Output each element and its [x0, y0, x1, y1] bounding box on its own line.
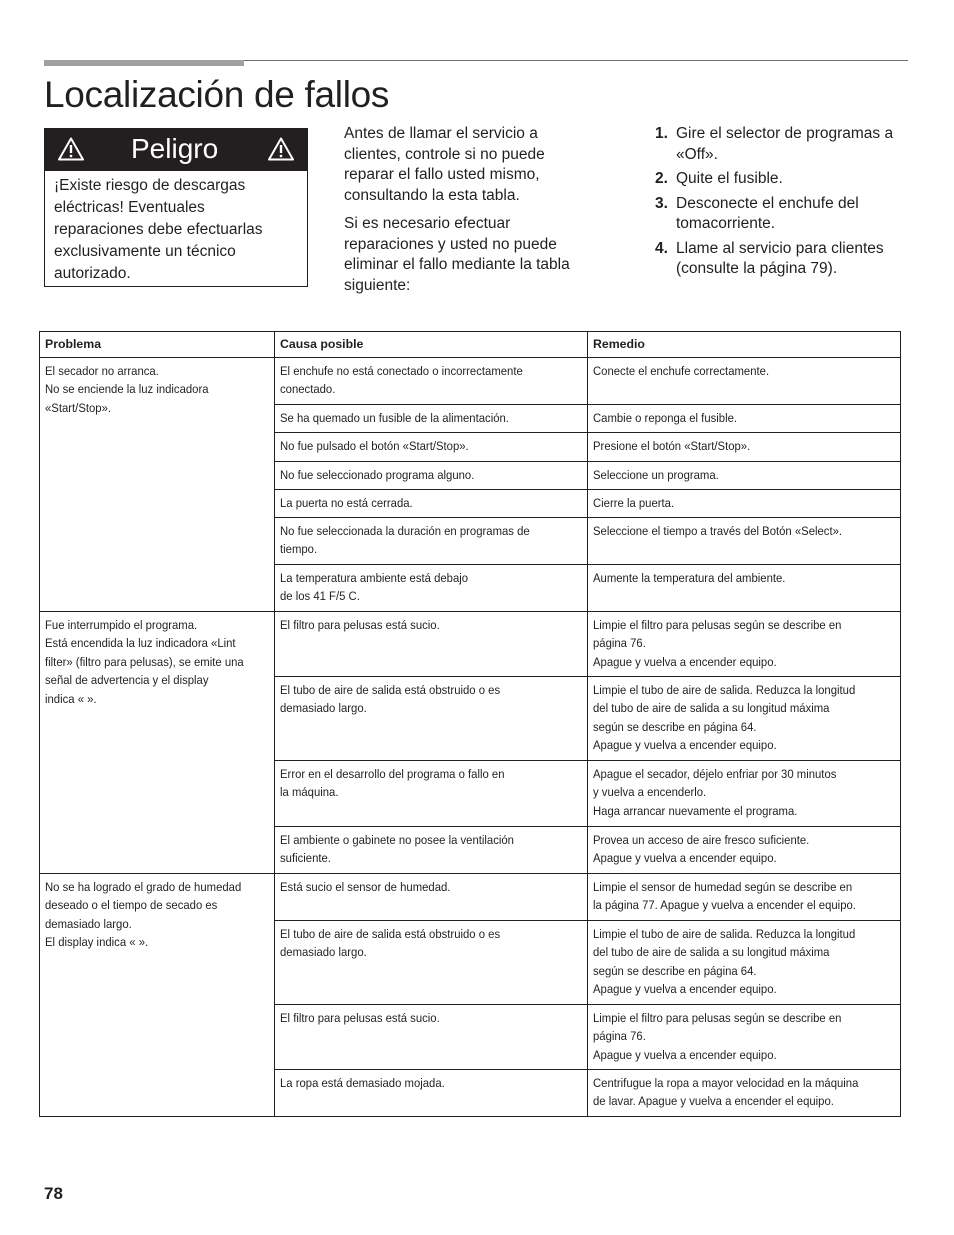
troubleshooting-table	[39, 331, 901, 1117]
remedy-cell	[588, 517, 901, 564]
remedy-text: Limpie el tubo de aire de salida. Reduzca la longitud	[593, 926, 856, 941]
steps-list	[655, 124, 905, 284]
problem-text: Está encendida la luz indicadora «Lint	[45, 636, 236, 650]
warning-icon	[268, 137, 294, 161]
cause-text: Se ha quemado un fusible de la alimentación.	[280, 410, 509, 425]
remedy-text: Limpie el tubo de aire de salida. Reduzca la longitud	[593, 682, 856, 697]
remedy-cell	[588, 920, 901, 1004]
problem-text: El secador no arranca.	[45, 363, 159, 378]
remedy-cell	[588, 432, 901, 461]
step-text: Quite el fusible.	[676, 170, 783, 187]
cause-text: conectado.	[280, 382, 336, 396]
remedy-text: página 76.	[593, 636, 646, 650]
step-item	[655, 194, 905, 235]
header-cause: Causa posible	[275, 332, 588, 358]
cause-cell	[275, 404, 588, 432]
remedy-text: Aumente la temperatura del ambiente.	[593, 570, 786, 585]
cause-text: suficiente.	[280, 851, 331, 865]
table-row	[40, 611, 901, 676]
table-row	[40, 873, 901, 920]
cause-cell	[275, 611, 588, 676]
cause-text: demasiado largo.	[280, 701, 367, 715]
problem-text: No se ha logrado el grado de humedad	[45, 879, 242, 894]
cause-cell	[275, 760, 588, 826]
danger-header	[45, 129, 307, 171]
problem-cell	[40, 357, 275, 611]
remedy-text: Presione el botón «Start/Stop».	[593, 438, 751, 453]
intro-text	[344, 124, 594, 304]
cause-cell	[275, 357, 588, 404]
cause-text: El filtro para pelusas está sucio.	[280, 1010, 440, 1025]
remedy-text: Apague y vuelva a encender equipo.	[593, 654, 777, 669]
cause-text: No fue seleccionada la duración en programas de	[280, 523, 530, 538]
remedy-text: Conecte el enchufe correctamente.	[593, 363, 770, 378]
remedy-text: Apague y vuelva a encender equipo.	[593, 851, 777, 865]
header-rule-thick	[44, 60, 244, 66]
step-item	[655, 124, 905, 165]
remedy-text: Cambie o reponga el fusible.	[593, 410, 738, 425]
remedy-cell	[588, 357, 901, 404]
remedy-text: página 76.	[593, 1029, 646, 1043]
cause-text: No fue pulsado el botón «Start/Stop».	[280, 438, 469, 453]
remedy-text: Seleccione un programa.	[593, 467, 719, 482]
remedy-cell	[588, 1004, 901, 1069]
problem-text: señal de advertencia y el display	[45, 673, 209, 687]
problem-text: No se enciende la luz indicadora	[45, 382, 209, 396]
cause-cell	[275, 873, 588, 920]
cause-text: La ropa está demasiado mojada.	[280, 1075, 445, 1090]
problem-text: deseado o el tiempo de secado es	[45, 898, 218, 912]
remedy-text: según se describe en página 64.	[593, 963, 757, 978]
intro-paragraph: Antes de llamar el servicio a clientes, controle si no puede reparar el fallo usted mismo, consultando la esta tabla.	[344, 125, 545, 204]
step-number: 2.	[655, 170, 668, 187]
remedy-cell	[588, 564, 901, 611]
cause-cell	[275, 1004, 588, 1069]
cause-cell	[275, 826, 588, 873]
step-text: Llame al servicio para clientes (consulte la página 79).	[676, 239, 884, 277]
remedy-text: Limpie el sensor de humedad según se describe en	[593, 879, 853, 894]
remedy-text: del tubo de aire de salida a su longitud máxima	[593, 701, 830, 715]
remedy-text: Limpie el filtro para pelusas según se describe en	[593, 1010, 842, 1025]
remedy-cell	[588, 611, 901, 676]
remedy-cell	[588, 1069, 901, 1116]
remedy-text: Limpie el filtro para pelusas según se describe en	[593, 617, 842, 632]
table-body	[40, 357, 901, 1116]
remedy-cell	[588, 760, 901, 826]
cause-cell	[275, 432, 588, 461]
cause-text: Está sucio el sensor de humedad.	[280, 879, 451, 894]
remedy-text: Centrifugue la ropa a mayor velocidad en la máquina	[593, 1075, 859, 1090]
cause-text: Error en el desarrollo del programa o fallo en	[280, 766, 505, 781]
cause-cell	[275, 564, 588, 611]
remedy-text: Apague el secador, déjelo enfriar por 30 minutos	[593, 766, 837, 781]
cause-cell	[275, 517, 588, 564]
problem-text: «Start/Stop».	[45, 400, 112, 415]
step-number: 4.	[655, 239, 668, 257]
remedy-text: Apague y vuelva a encender equipo.	[593, 1047, 777, 1062]
cause-cell	[275, 489, 588, 517]
cause-text: La temperatura ambiente está debajo	[280, 570, 469, 585]
cause-text: No fue seleccionado programa alguno.	[280, 467, 475, 482]
step-text: Desconecte el enchufe del tomacorriente.	[676, 194, 859, 232]
remedy-text: Provea un acceso de aire fresco suficiente.	[593, 832, 810, 847]
remedy-cell	[588, 873, 901, 920]
remedy-cell	[588, 826, 901, 873]
danger-title: Peligro	[131, 133, 219, 164]
step-number: 3.	[655, 194, 668, 212]
page-number: 78	[44, 1184, 63, 1203]
step-text: Gire el selector de programas a «Off».	[676, 125, 894, 163]
cause-cell	[275, 1069, 588, 1116]
cause-text: la máquina.	[280, 785, 339, 799]
problem-text: demasiado largo.	[45, 916, 132, 931]
remedy-cell	[588, 404, 901, 432]
remedy-text: la página 77. Apague y vuelva a encender el equipo.	[593, 898, 856, 912]
step-number: 1.	[655, 125, 668, 142]
remedy-text: según se describe en página 64.	[593, 719, 757, 734]
remedy-text: de lavar. Apague y vuelva a encender el equipo.	[593, 1094, 834, 1108]
remedy-text: Apague y vuelva a encender equipo.	[593, 982, 777, 996]
header-problem: Problema	[40, 332, 275, 358]
table-header-row	[40, 332, 901, 358]
danger-box	[44, 128, 308, 287]
cause-text: El enchufe no está conectado o incorrectamente	[280, 363, 523, 378]
problem-text: Fue interrumpido el programa.	[45, 617, 198, 632]
page-title: Localización de fallos	[44, 74, 390, 115]
warning-icon	[58, 137, 84, 161]
remedy-cell	[588, 461, 901, 489]
cause-text: tiempo.	[280, 542, 318, 556]
header-remedy: Remedio	[588, 332, 901, 358]
cause-text: El tubo de aire de salida está obstruido o es	[280, 926, 501, 941]
step-item	[655, 239, 905, 280]
cause-cell	[275, 920, 588, 1004]
step-item	[655, 169, 905, 190]
cause-text: de los 41 F/5 C.	[280, 589, 360, 603]
cause-cell	[275, 676, 588, 760]
remedy-text: y vuelva a encenderlo.	[593, 785, 707, 799]
remedy-text: Apague y vuelva a encender equipo.	[593, 738, 777, 752]
cause-text: demasiado largo.	[280, 945, 367, 959]
remedy-text: del tubo de aire de salida a su longitud máxima	[593, 945, 830, 959]
intro-paragraph: Si es necesario efectuar reparaciones y usted no puede eliminar el fallo mediante la tabla siguiente:	[344, 215, 570, 294]
cause-text: El filtro para pelusas está sucio.	[280, 617, 440, 632]
table-row	[40, 357, 901, 404]
cause-cell	[275, 461, 588, 489]
remedy-cell	[588, 489, 901, 517]
cause-text: El ambiente o gabinete no posee la ventilación	[280, 832, 514, 847]
problem-text: El display indica « ».	[45, 935, 149, 949]
problem-cell	[40, 873, 275, 1116]
cause-text: La puerta no está cerrada.	[280, 495, 413, 510]
remedy-text: Haga arrancar nuevamente el programa.	[593, 803, 798, 818]
remedy-text: Cierre la puerta.	[593, 495, 675, 510]
cause-text: El tubo de aire de salida está obstruido o es	[280, 682, 501, 697]
problem-text: indica « ».	[45, 691, 97, 706]
problem-cell	[40, 611, 275, 873]
remedy-text: Seleccione el tiempo a través del Botón «Select».	[593, 523, 843, 538]
danger-text: ¡Existe riesgo de descargas eléctricas! Eventuales reparaciones debe efectuarlas exclusivamente un técnico autorizado.	[54, 177, 263, 282]
remedy-cell	[588, 676, 901, 760]
problem-text: filter» (filtro para pelusas), se emite una	[45, 654, 244, 669]
